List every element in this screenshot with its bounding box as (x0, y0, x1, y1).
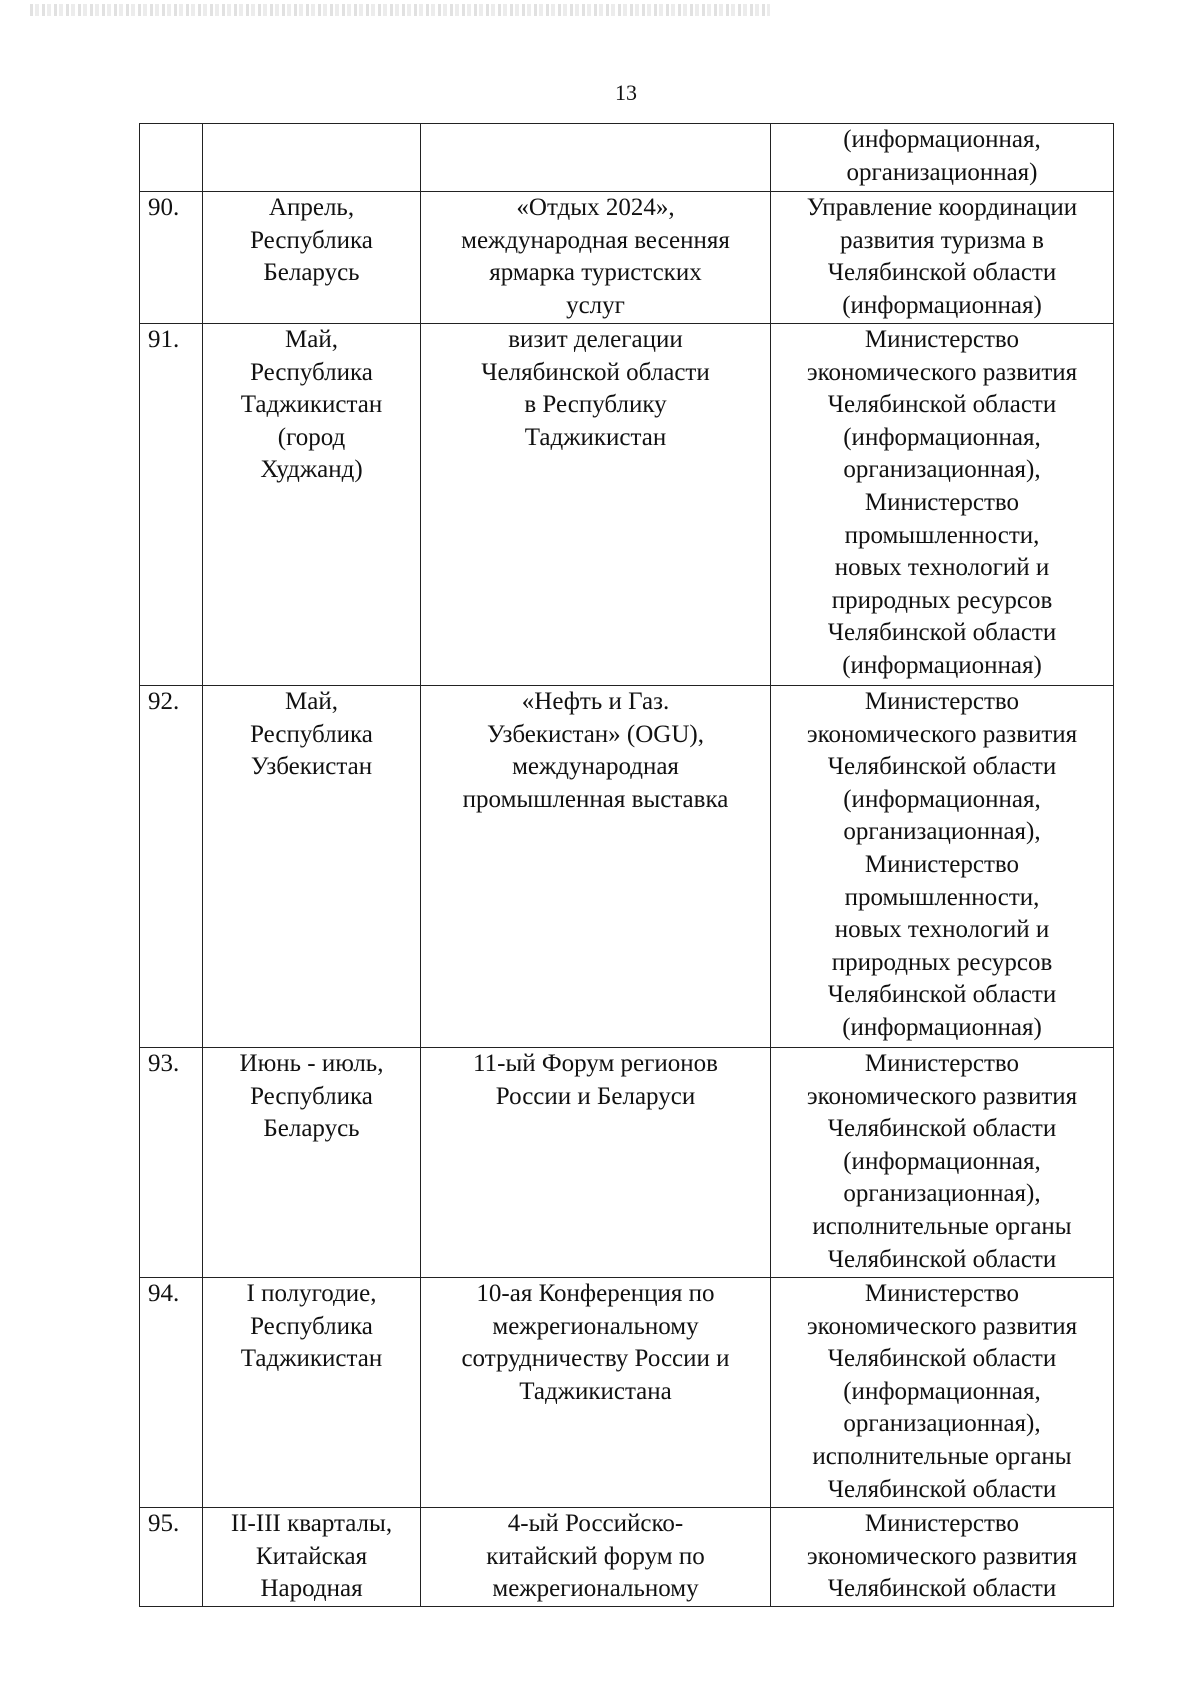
responsible-cell: Министерство экономического развития Челябинской области (информационная, организационная), исполнительные органы Челябинской области (771, 1278, 1114, 1508)
table-row (140, 1048, 1114, 1278)
row-number: 95. (140, 1508, 203, 1607)
responsible-cell: Министерство экономического развития Челябинской области (информационная, организационная), Министерство промышленности, новых технологий и природных ресурсов Челябинской области (информационная) (771, 324, 1114, 686)
table-row (140, 1278, 1114, 1508)
date-place-cell: II-III кварталы, Китайская Народная (203, 1508, 421, 1607)
date-place-cell: Апрель, Республика Беларусь (203, 192, 421, 324)
events-table (139, 123, 1114, 1607)
date-place-cell: Май, Республика Узбекистан (203, 686, 421, 1048)
row-number: 94. (140, 1278, 203, 1508)
event-cell: 4-ый Российско- китайский форум по межрегиональному (421, 1508, 771, 1607)
row-number: 90. (140, 192, 203, 324)
event-cell: 11-ый Форум регионов России и Беларуси (421, 1048, 771, 1278)
row-number: 93. (140, 1048, 203, 1278)
event-cell: «Отдых 2024», международная весенняя ярмарка туристских услуг (421, 192, 771, 324)
date-place-cell: I полугодие, Республика Таджикистан (203, 1278, 421, 1508)
responsible-cell: Министерство экономического развития Челябинской области (771, 1508, 1114, 1607)
responsible-cell: Министерство экономического развития Челябинской области (информационная, организационная), исполнительные органы Челябинской области (771, 1048, 1114, 1278)
responsible-cell: Министерство экономического развития Челябинской области (информационная, организационная), Министерство промышленности, новых технологий и природных ресурсов Челябинской области (информационная) (771, 686, 1114, 1048)
table-row (140, 192, 1114, 324)
event-cell (421, 124, 771, 192)
row-number (140, 124, 203, 192)
responsible-cell: Управление координации развития туризма в Челябинской области (информационная) (771, 192, 1114, 324)
date-place-cell (203, 124, 421, 192)
row-number: 92. (140, 686, 203, 1048)
date-place-cell: Май, Республика Таджикистан (город Худжанд) (203, 324, 421, 686)
page-number: 13 (615, 80, 637, 105)
responsible-cell: (информационная, организационная) (771, 124, 1114, 192)
event-cell: 10-ая Конференция по межрегиональному сотрудничеству России и Таджикистана (421, 1278, 771, 1508)
event-cell: «Нефть и Газ. Узбекистан» (OGU), международная промышленная выставка (421, 686, 771, 1048)
date-place-cell: Июнь - июль, Республика Беларусь (203, 1048, 421, 1278)
table-row (140, 686, 1114, 1048)
event-cell: визит делегации Челябинской области в Республику Таджикистан (421, 324, 771, 686)
table-row (140, 1508, 1114, 1607)
table-row (140, 324, 1114, 686)
row-number: 91. (140, 324, 203, 686)
scan-artifact (30, 4, 770, 16)
table-row (140, 124, 1114, 192)
